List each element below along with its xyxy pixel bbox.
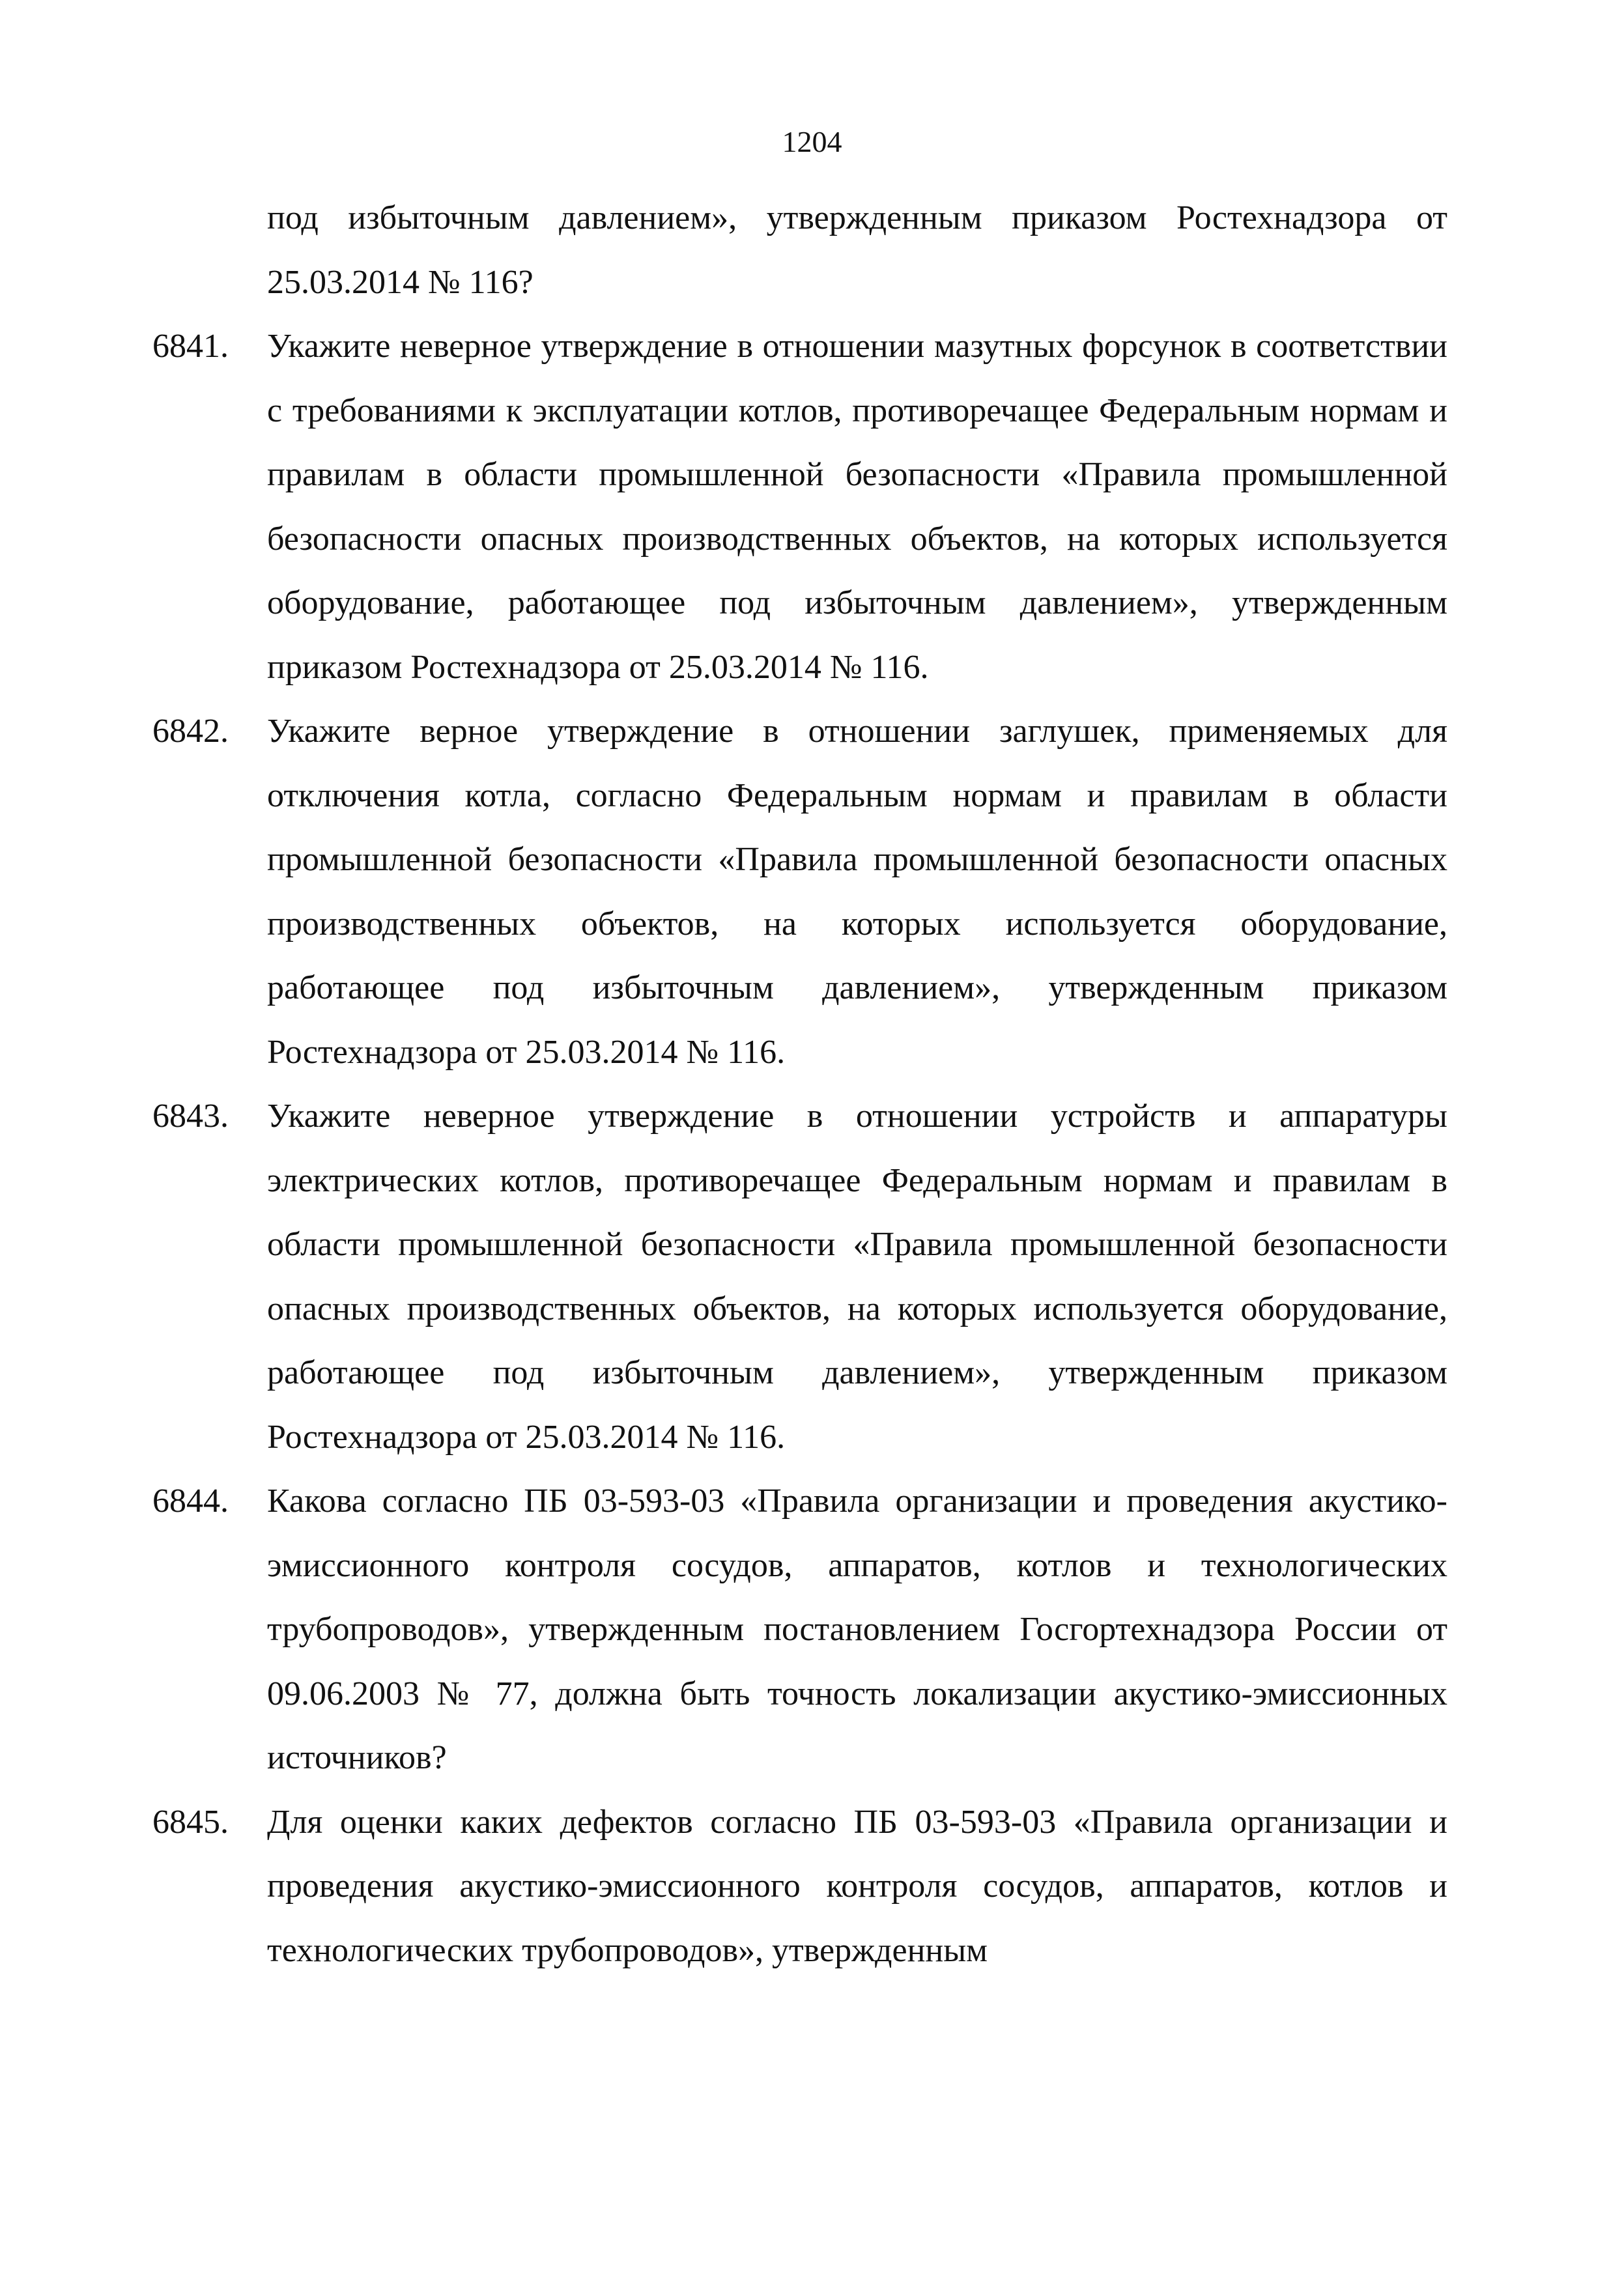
question-6845 [152, 1791, 1447, 1983]
question-text: Какова согласно ПБ 03-593-03 «Правила организации и проведения акустико-эмиссионного контроля сосудов, аппаратов, котлов и технологических трубопроводов», утвержденным постановлением Госгортехнадзора России от 09.06.2003 № 77, должна быть точность локализации акустико-эмиссионных источников? [267, 1482, 1447, 1776]
page-number: 1204 [782, 125, 842, 158]
question-number: 6843. [152, 1098, 229, 1135]
question-number: 6841. [152, 328, 229, 365]
question-number: 6844. [152, 1482, 229, 1520]
continuation-paragraph: под избыточным давлением», утвержденным приказом Ростехнадзора от 25.03.2014 № 116? [267, 199, 1447, 301]
question-6844 [152, 1469, 1447, 1791]
question-6842 [152, 700, 1447, 1084]
question-text: Укажите неверное утверждение в отношении мазутных форсунок в соответствии с требованиями к эксплуатации котлов, противоречащее Федеральным нормам и правилам в области промышленной безопасности «Правила промышленной безопасности опасных производственных объектов, на которых используется оборудование, работающее под избыточным давлением», утвержденным приказом Ростехнадзора от 25.03.2014 № 116. [267, 328, 1447, 686]
question-number: 6845. [152, 1803, 229, 1841]
question-6841 [152, 315, 1447, 700]
question-6843 [152, 1084, 1447, 1469]
page-content [152, 186, 1447, 1983]
question-number: 6842. [152, 713, 229, 750]
question-text: Укажите верное утверждение в отношении заглушек, применяемых для отключения котла, согласно Федеральным нормам и правилам в области промышленной безопасности «Правила промышленной безопасности опасных производственных объектов, на которых используется оборудование, работающее под избыточным давлением», утвержденным приказом Ростехнадзора от 25.03.2014 № 116. [267, 713, 1447, 1071]
question-text: Для оценки каких дефектов согласно ПБ 03-593-03 «Правила организации и проведения акустико-эмиссионного контроля сосудов, аппаратов, котлов и технологических трубопроводов», утвержденным [267, 1803, 1447, 1969]
question-text: Укажите неверное утверждение в отношении устройств и аппаратуры электрических котлов, противоречащее Федеральным нормам и правилам в области промышленной безопасности «Правила промышленной безопасности опасных производственных объектов, на которых используется оборудование, работающее под избыточным давлением», утвержденным приказом Ростехнадзора от 25.03.2014 № 116. [267, 1098, 1447, 1456]
